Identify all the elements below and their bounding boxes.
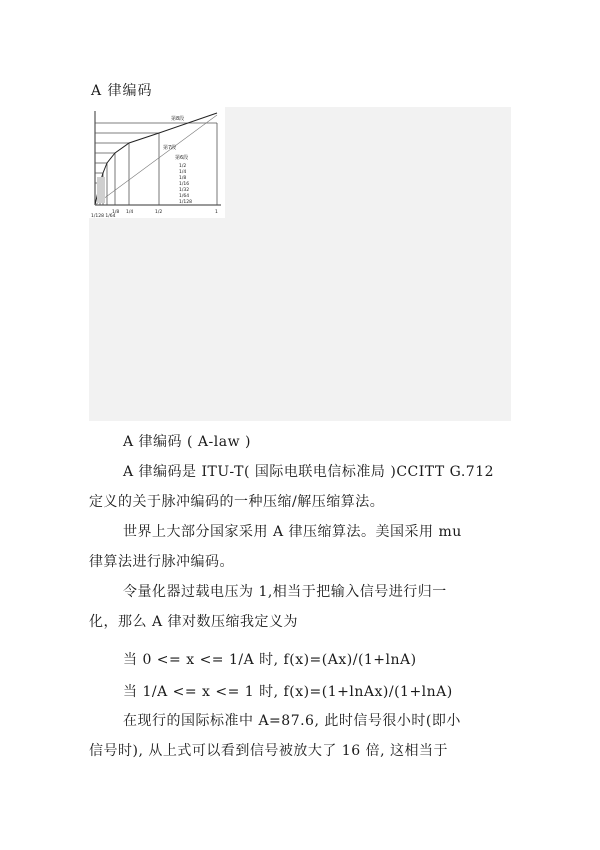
a-law-segment-figure [89, 107, 225, 218]
figure-label-top: 第8段 [171, 116, 185, 122]
paragraph-2-line1: 世界上大部分国家采用 A 律压缩算法。美国采用 mu [123, 524, 462, 540]
paragraph-2-line2: 律算法进行脉冲编码。 [89, 554, 234, 570]
formula-line-2: 当 1/A <= x <= 1 时, f(x)=(1+lnAx)/(1+lnA) [123, 684, 453, 700]
paragraph-heading: A 律编码 ( A-law ) [123, 434, 251, 450]
paragraph-3-line1: 令量化器过载电压为 1,相当于把输入信号进行归一 [123, 584, 447, 600]
figure-list-item: 1/2 [179, 164, 187, 169]
paragraph-4-line1: 在现行的国际标准中 A=87.6, 此时信号很小时(即小 [123, 713, 461, 729]
formula-line-1: 当 0 <= x <= 1/A 时, f(x)=(Ax)/(1+lnA) [123, 652, 417, 668]
page-title: A 律编码 [91, 83, 153, 99]
axis-label: 1 [215, 210, 218, 215]
figure-list-item: 1/16 [179, 182, 190, 187]
axis-label: 1/4 [126, 210, 134, 215]
figure-label-diag1: 第7段 [163, 145, 177, 151]
paragraph-4 [89, 706, 519, 766]
a-law-curve-svg [89, 107, 225, 218]
paragraph-3 [89, 577, 519, 637]
paragraph-3-line2: 化，那么 A 律对数压缩我定义为 [89, 614, 299, 630]
figure-label-list [179, 163, 192, 205]
axis-label: 1/2 [155, 210, 163, 215]
paragraph-2 [89, 517, 519, 577]
figure-list-item: 1/64 [179, 194, 190, 199]
paragraph-1 [89, 457, 519, 517]
figure-list-item: 1/8 [179, 176, 187, 181]
paragraph-1-line2: 定义的关于脉冲编码的一种压缩/解压缩算法。 [89, 494, 385, 510]
figure-list-item: 1/128 [179, 200, 192, 205]
figure-label-diag2: 第6段 [175, 155, 189, 161]
axis-label: 1/8 [112, 210, 120, 215]
figure-list-item: 1/32 [179, 188, 190, 193]
paragraph-1-line1: A 律编码是 ITU-T( 国际电联电信标准局 )CCITT G.712 [123, 464, 495, 480]
figure-panel [89, 107, 511, 421]
figure-list-item: 1/4 [179, 170, 187, 175]
figure-axis-labels [91, 209, 218, 218]
paragraph-4-line2: 信号时), 从上式可以看到信号被放大了 16 倍, 这相当于 [89, 743, 448, 759]
axis-label-small: 1/128 1/64 [91, 214, 116, 218]
